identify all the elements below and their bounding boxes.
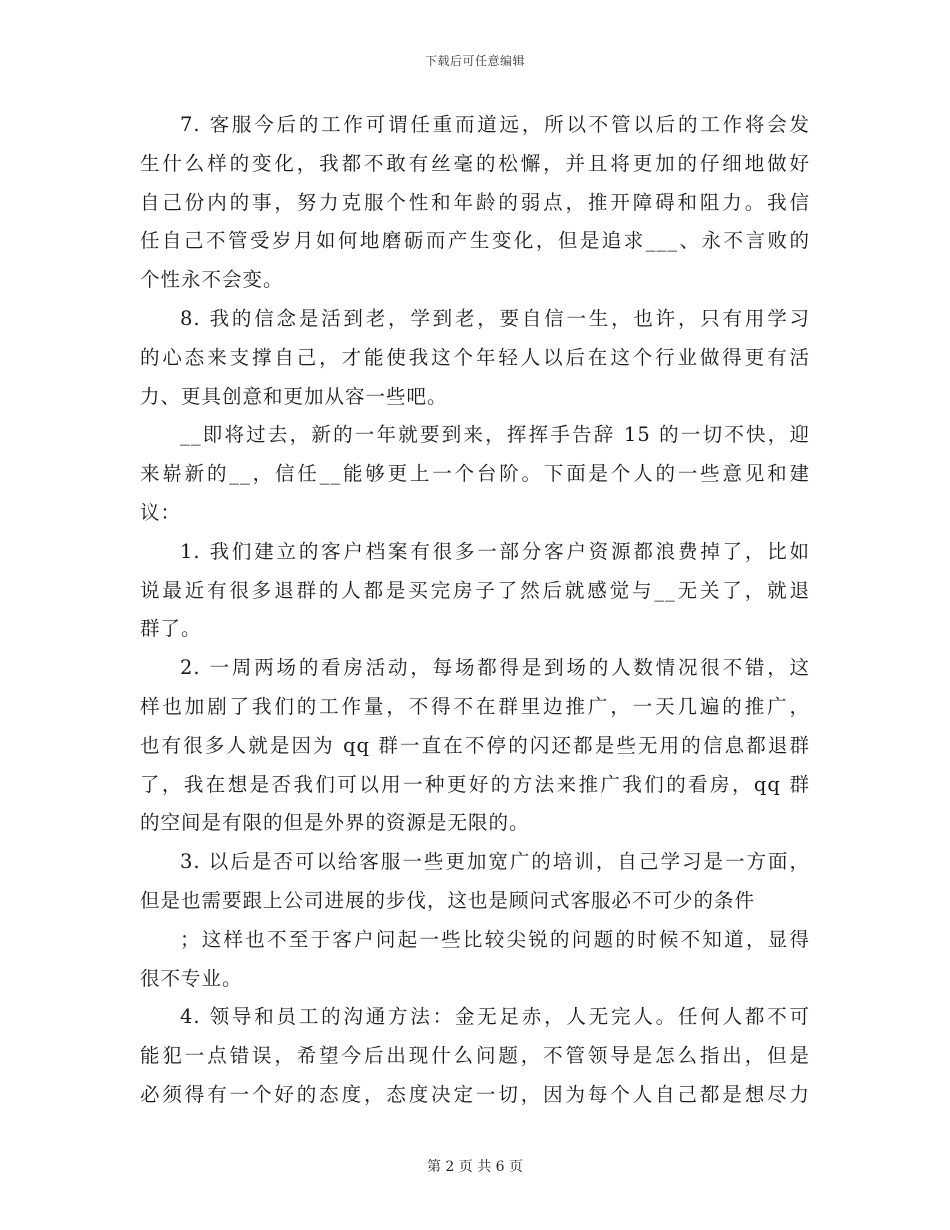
text-line: ；这样也不至于客户问起一些比较尖锐的问题的时候不知道，显得 bbox=[180, 927, 810, 951]
page-header: 下载后可任意编辑 bbox=[424, 54, 525, 68]
text-line: 自己份内的事，努力克服个性和年龄的弱点，推开障碍和阻力。我信 bbox=[140, 190, 810, 214]
text-line: 议： bbox=[140, 500, 182, 524]
text-line: 样也加剧了我们的工作量，不得不在群里边推广，一天几遍的推广， bbox=[140, 694, 810, 718]
page-footer: 第 2 页 共 6 页 bbox=[426, 1159, 524, 1175]
text-line: 力、更具创意和更加从容一些吧。 bbox=[140, 384, 448, 408]
text-line: 的空间是有限的但是外界的资源是无限的。 bbox=[140, 811, 530, 835]
text-line: 2. 一周两场的看房活动，每场都得是到场的人数情况很不错，这 bbox=[180, 656, 810, 680]
text-line: 个性永不会变。 bbox=[140, 268, 284, 292]
text-line: 生什么样的变化，我都不敢有丝毫的松懈，并且将更加的仔细地做好 bbox=[140, 151, 810, 175]
text-line: 了，我在想是否我们可以用一种更好的方法来推广我们的看房，qq 群 bbox=[140, 772, 810, 796]
text-line: 3. 以后是否可以给客服一些更加宽广的培训，自己学习是一方面， bbox=[180, 850, 810, 874]
text-line: 能犯一点错误，希望今后出现什么问题，不管领导是怎么指出，但是 bbox=[140, 1044, 810, 1068]
text-line: 1. 我们建立的客户档案有很多一部分客户资源都浪费掉了，比如 bbox=[180, 539, 810, 563]
text-line: 群了。 bbox=[140, 617, 202, 641]
text-line: 说最近有很多退群的人都是买完房子了然后就感觉与__无关了，就退 bbox=[140, 578, 810, 602]
text-line: 8. 我的信念是活到老，学到老，要自信一生，也许，只有用学习 bbox=[180, 306, 810, 330]
text-line: 的心态来支撑自己，才能使我这个年轻人以后在这个行业做得更有活 bbox=[140, 345, 810, 369]
text-line: 也有很多人就是因为 qq 群一直在不停的闪还都是些无用的信息都退群 bbox=[140, 733, 810, 757]
text-line: __即将过去，新的一年就要到来，挥挥手告辞 15 的一切不快，迎 bbox=[180, 423, 810, 447]
text-line: 很不专业。 bbox=[140, 966, 243, 990]
text-line: 必须得有一个好的态度，态度决定一切，因为每个人自己都是想尽力 bbox=[140, 1082, 810, 1106]
text-line: 7. 客服今后的工作可谓任重而道远，所以不管以后的工作将会发 bbox=[180, 113, 810, 136]
text-line: 来崭新的__，信任__能够更上一个台阶。下面是个人的一些意见和建 bbox=[140, 462, 810, 486]
document-body bbox=[140, 106, 810, 1115]
text-line: 任自己不管受岁月如何地磨砺而产生变化，但是追求___、永不言败的 bbox=[140, 229, 810, 253]
text-line: 但是也需要跟上公司进展的步伐，这也是顾问式客服必不可少的条件 bbox=[140, 888, 756, 912]
text-line: 4. 领导和员工的沟通方法：金无足赤，人无完人。任何人都不可 bbox=[180, 1005, 810, 1029]
